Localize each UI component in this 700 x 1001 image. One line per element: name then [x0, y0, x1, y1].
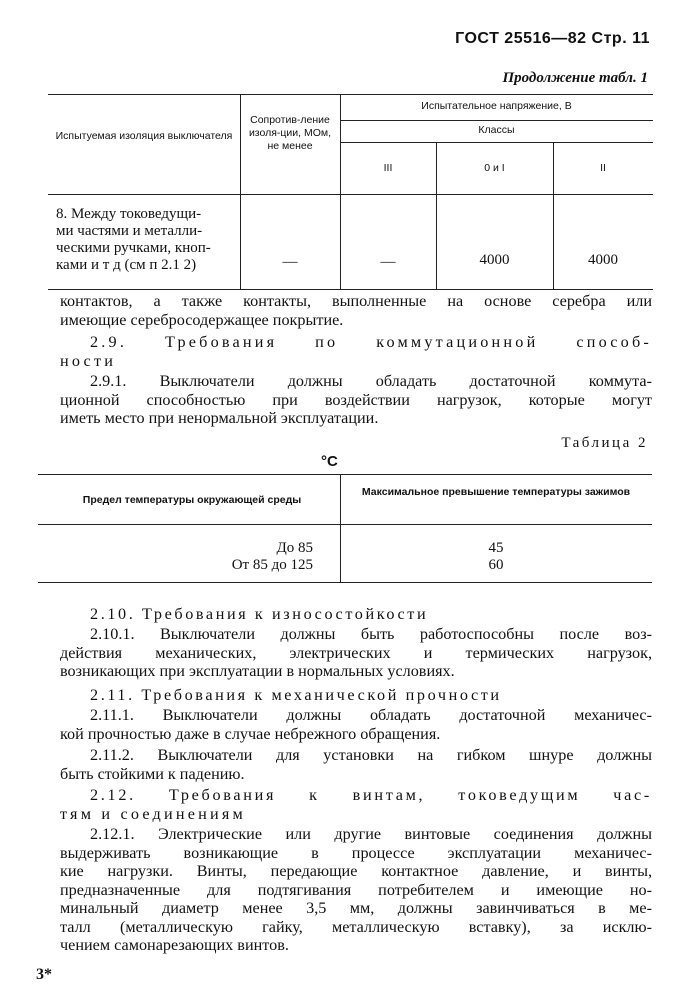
section-2-9-1: [60, 372, 652, 428]
text-line: минальный диаметр менее 3,5 мм, должны завинчиваться в ме-: [60, 899, 652, 917]
col-header-class-3: III: [383, 162, 393, 174]
row-8-class-01: 4000: [479, 252, 510, 268]
section-2-11-1: [60, 706, 652, 743]
heading-line: тям и соединениям: [60, 804, 246, 823]
col-header-class-2: II: [600, 162, 606, 174]
page-footer-mark: 3*: [36, 966, 52, 983]
page-header: ГОСТ 25516—82 Стр. 11: [455, 30, 650, 47]
table-rule: [48, 289, 653, 290]
row-limit-value: До 85: [276, 540, 313, 556]
row-value: [340, 540, 652, 573]
table-rule: [38, 524, 652, 525]
paragraph-continuation: [60, 292, 652, 329]
col-header-resistance: Сопротив-ление изоля-ции, МОм, не менее: [248, 114, 332, 152]
table-rule: [340, 120, 653, 121]
col-header-class-01: 0 и I: [484, 162, 505, 174]
section-2-11-2: [60, 746, 652, 783]
text-line: предназначенные для подтягивания потребителем и имеющие но-: [60, 880, 652, 899]
text-line: 2.12.1. Электрические или другие винтовые соединения должны: [90, 825, 652, 843]
text-line: имеющие серебросодержащее покрытие.: [60, 310, 344, 329]
col-header-classes: Классы: [478, 124, 515, 136]
text-line: быть стойкими к падению.: [60, 764, 245, 783]
section-2-12-heading: [60, 786, 652, 823]
row-8-label-line: ками и т д (см п 2.1 2): [56, 257, 197, 273]
section-2-10-1: [60, 625, 652, 681]
text-line: 2.11.2. Выключатели для установки на гибком шнуре должны: [90, 746, 652, 764]
table-continuation-label: Продолжение табл. 1: [502, 70, 648, 86]
row-8-class-2: 4000: [588, 252, 618, 268]
text-line: чением самонарезающих винтов.: [60, 936, 289, 954]
table-rule: [48, 194, 653, 195]
heading-line: 2.9. Требования по коммутационной способ-: [90, 333, 652, 351]
table-rule: [48, 94, 653, 95]
table-rule: [38, 474, 652, 475]
section-2-12-1: [60, 825, 652, 955]
text-line: возникающих при эксплуатации в нормальных условиях.: [60, 662, 455, 680]
row-8-label-line: 8. Между токоведущи-: [56, 206, 202, 222]
row-8-resistance: —: [282, 254, 298, 270]
text-line: иметь место при ненормальной эксплуатации.: [60, 409, 379, 427]
row-max-value: 45: [488, 540, 504, 556]
col-header-limit: Предел температуры окружающей среды: [82, 494, 302, 506]
row-8-label-line: ческими ручками, кноп-: [56, 240, 211, 256]
row-max-value: 60: [488, 556, 504, 573]
heading-line: 2.12. Требования к винтам, токоведущим час-: [90, 786, 652, 804]
text-line: 2.10.1. Выключатели должны быть работоспособны после воз-: [90, 625, 652, 643]
text-line: действия механических, электрических и термических нагрузок,: [60, 643, 652, 662]
text-line: 2.11.1. Выключатели должны обладать достаточной механичес-: [90, 706, 652, 724]
heading-line: 2.11. Требования к механической прочности: [90, 686, 502, 704]
row-limit-value: От 85 до 125: [231, 556, 313, 573]
text-line: кой прочностью даже в случае небрежного обращения.: [60, 724, 441, 743]
text-line: выдерживать возникающие в процессе эксплуатации механичес-: [60, 843, 652, 862]
heading-line: ности: [60, 351, 117, 370]
row-limit: [38, 540, 313, 573]
table-rule: [340, 142, 653, 143]
text-line: талл (металлическую гайку, металлическую вставку), за исклю-: [60, 917, 652, 936]
table-2-caption: Таблица 2: [561, 435, 648, 451]
row-8-label-line: ми частями и металли-: [56, 223, 203, 239]
col-header-insulation: Испытуемая изоляция выключателя: [55, 130, 233, 142]
text-line: кие нагрузки. Винты, передающие контактное давление, и винты,: [60, 862, 652, 880]
section-2-11-heading: [60, 686, 652, 705]
heading-line: 2.10. Требования к износостойкости: [90, 605, 429, 623]
row-8-label: [56, 206, 240, 274]
col-header-voltage: Испытательное напряжение, В: [421, 100, 572, 112]
table-2-unit: °C: [321, 453, 338, 470]
text-line: ционной способностью при воздействии нагрузок, которые могут: [60, 390, 652, 409]
row-8-class-3: —: [380, 254, 396, 270]
table-2: [38, 474, 652, 584]
section-2-10-heading: [60, 605, 652, 624]
text-line: контактов, а также контакты, выполненные на основе серебра или: [60, 292, 652, 310]
table-1: [48, 94, 653, 290]
text-line: 2.9.1. Выключатели должны обладать достаточной коммута-: [90, 372, 652, 390]
col-header-max: Максимальное превышение температуры зажимов: [361, 486, 631, 498]
table-rule: [38, 582, 652, 583]
section-2-9-heading: [60, 333, 652, 370]
